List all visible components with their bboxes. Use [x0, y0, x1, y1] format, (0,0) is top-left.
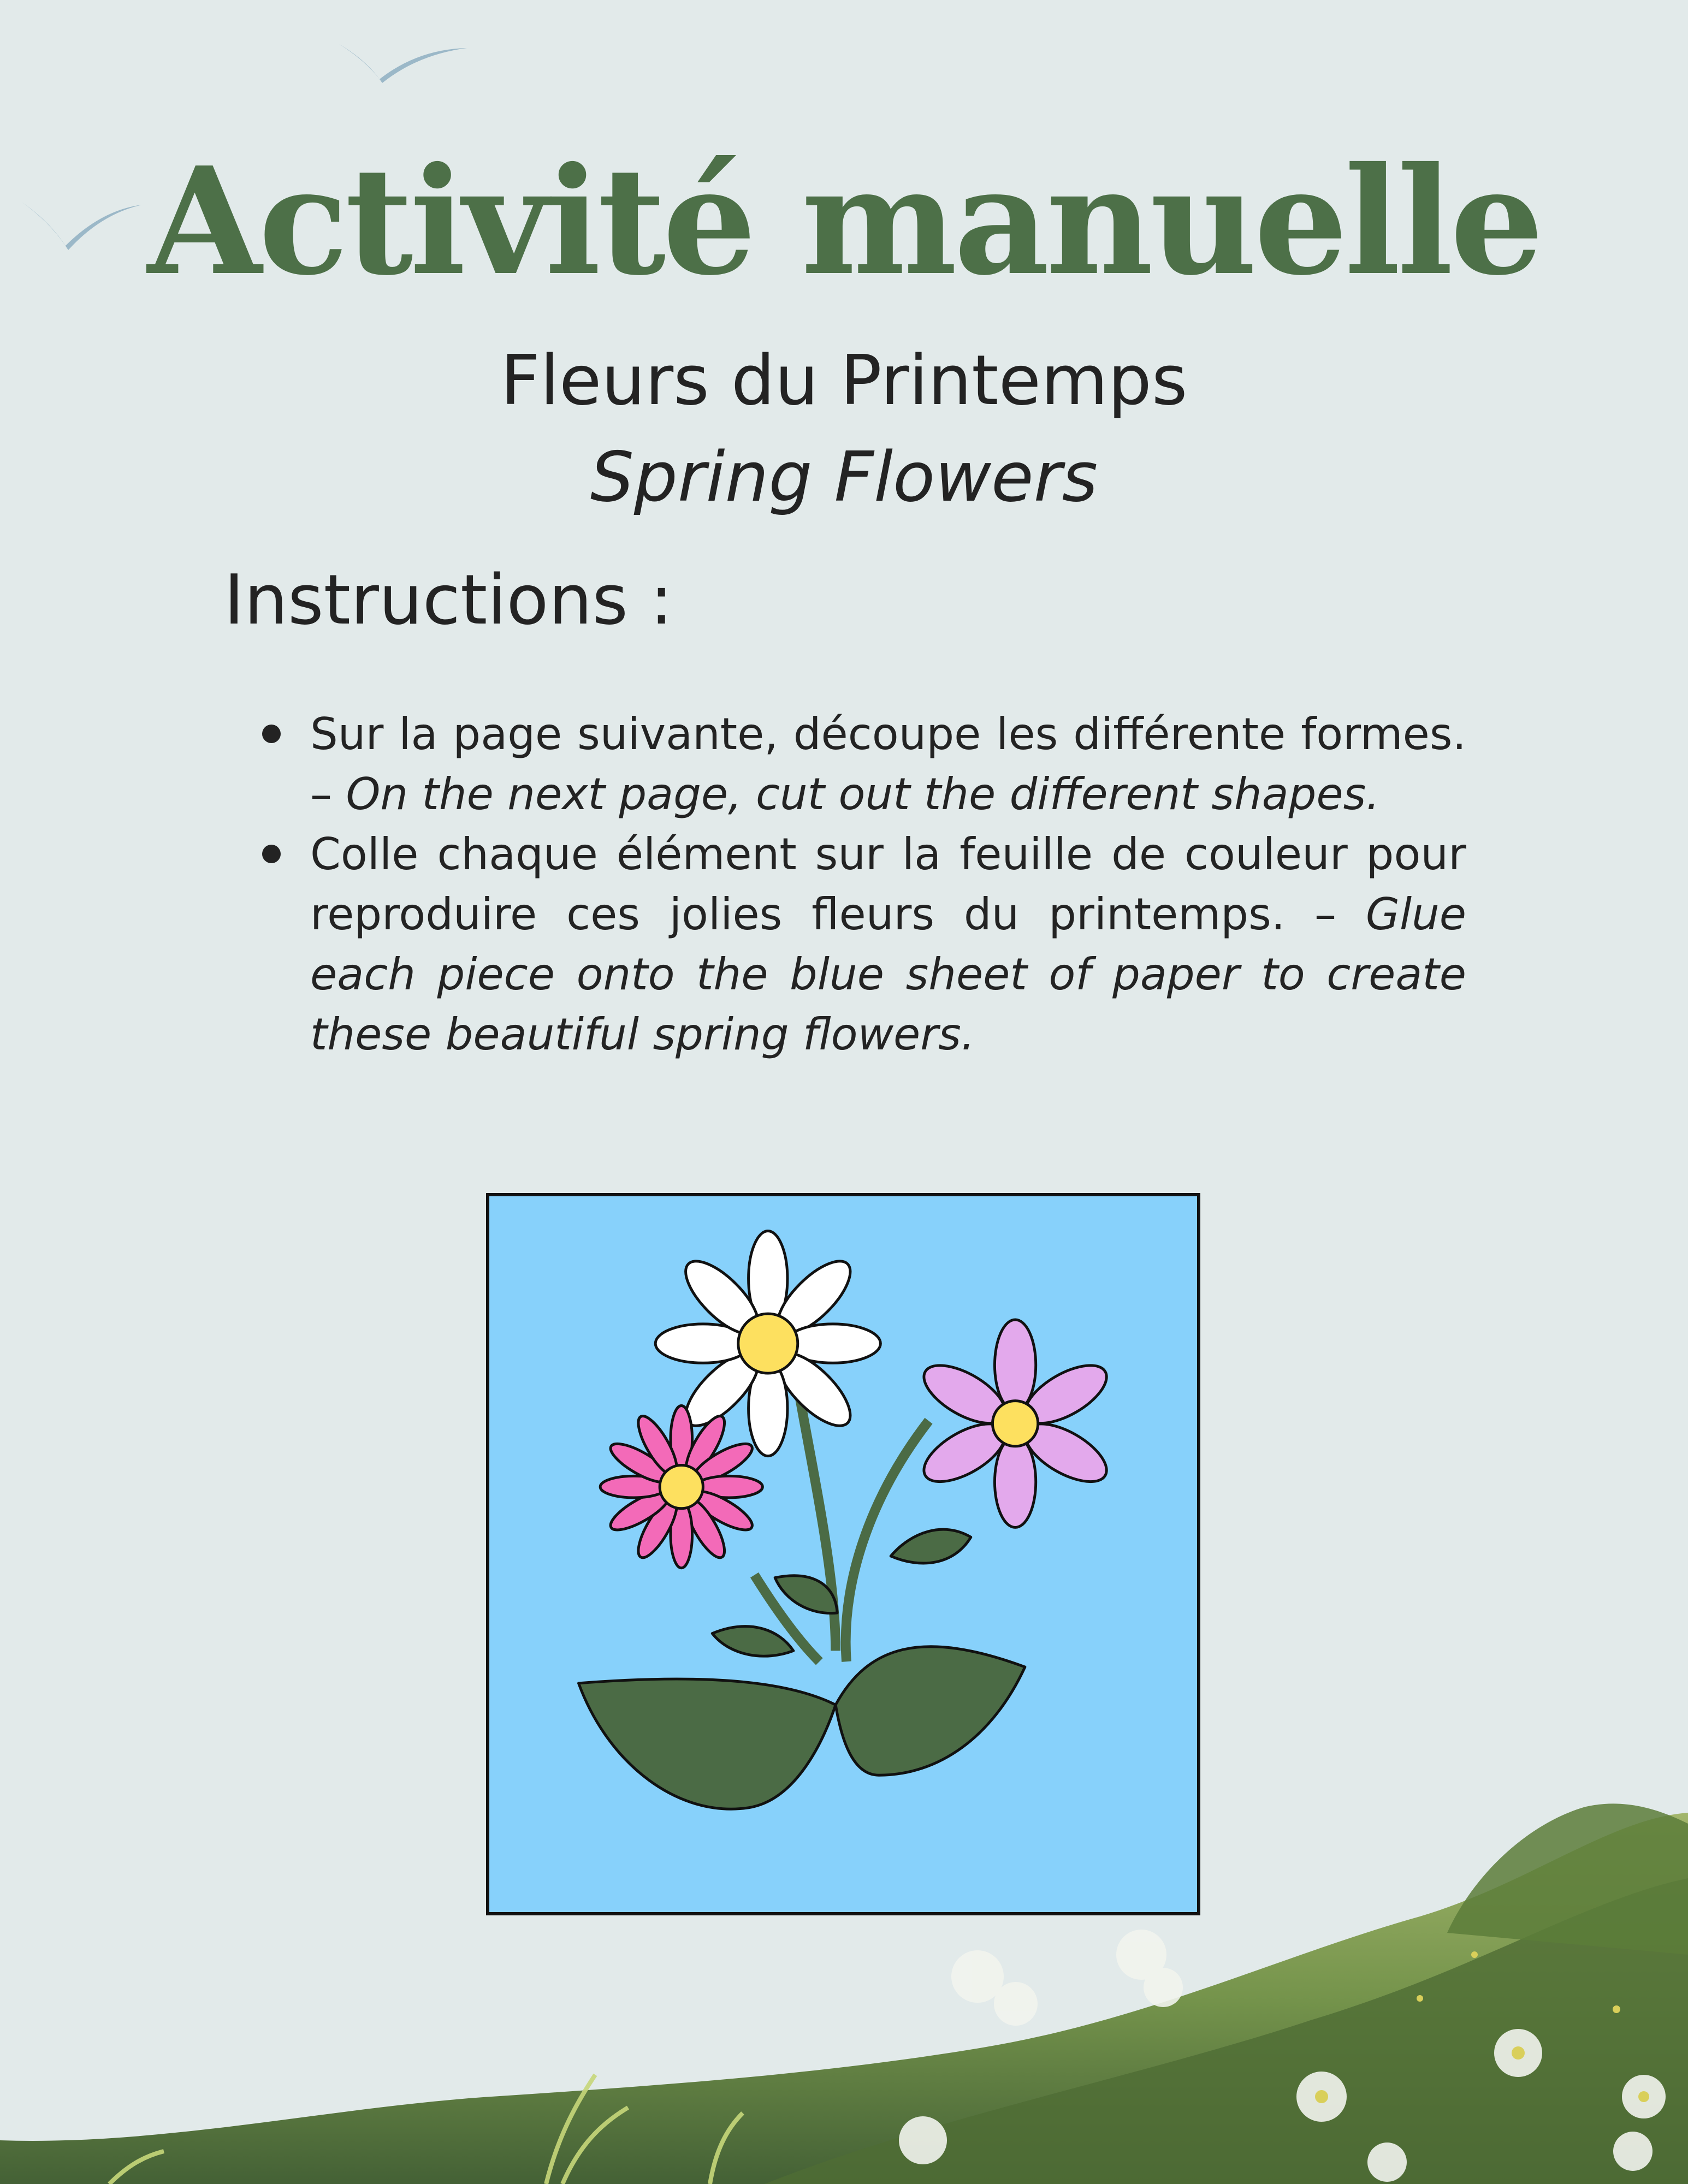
bullet-icon: [262, 725, 281, 743]
subtitle-english: Spring Flowers: [590, 437, 1098, 517]
meadow-illustration: [0, 1791, 1688, 2184]
page-title: Activité manuelle: [147, 134, 1541, 308]
bird-icon: [336, 38, 472, 87]
pink-flower: [600, 1406, 762, 1568]
instructions-list: [310, 704, 1466, 1065]
instruction-french: Colle chaque élément sur la feuille de couleur pour reproduire ces jolies fleurs du printemps. –: [310, 829, 1466, 940]
bullet-icon: [262, 845, 281, 863]
instruction-french: Sur la page suivante, découpe les différente formes. –: [310, 709, 1466, 820]
leaf-icon: [712, 1627, 793, 1656]
leaf-icon: [578, 1679, 836, 1809]
list-item: [310, 704, 1466, 824]
leaf-icon: [891, 1529, 971, 1563]
lilac-flower: [915, 1320, 1116, 1527]
subtitle-french: Fleurs du Printemps: [500, 340, 1188, 420]
instructions-heading: Instructions :: [224, 560, 673, 640]
instruction-english: On the next page, cut out the different shapes.: [346, 769, 1380, 820]
leaf-icon: [836, 1647, 1025, 1775]
list-item: [310, 824, 1466, 1065]
instruction-english: Glue each piece onto the blue sheet of paper to create these beautiful spring flowers.: [310, 889, 1466, 1060]
